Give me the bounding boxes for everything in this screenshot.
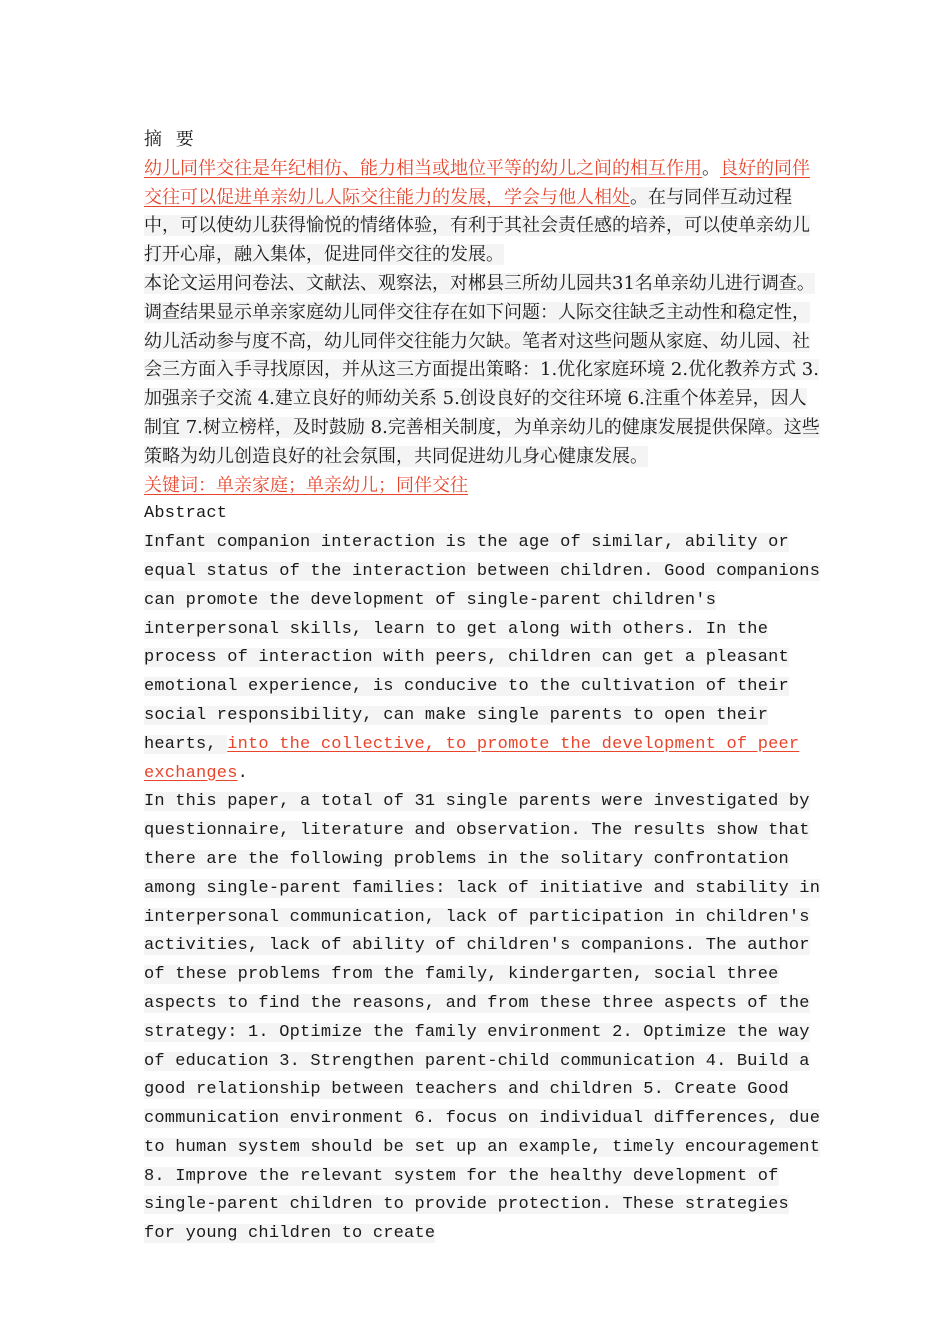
document-page <box>144 126 824 1249</box>
en-abstract-heading: Abstract <box>144 504 228 524</box>
cn-paragraph-1-rest: 。在与同伴互动过程中，可以使幼儿获得愉悦的情绪体验，有利于其社会责任感的培养，可以使单亲幼儿打开心扉，融入集体，促进同伴交往的发展。 <box>144 186 810 266</box>
en-abstract-paragraph-2 <box>144 788 824 1249</box>
cn-paragraph-2-text: 本论文运用问卷法、文献法、观察法，对郴县三所幼儿园共31名单亲幼儿进行调查。调查结果显示单亲家庭幼儿同伴交往存在如下问题：人际交往缺乏主动性和稳定性，幼儿活动参与度不高，幼儿同伴交往能力欠缺。笔者对这些问题从家庭、幼儿园、社会三方面入手寻找原因，并从这三方面提出策略：1.优化家庭环境 2.优化教养方式 3.加强亲子交流 4.建立良好的师幼关系 5.创设良好的交往环境 6.注重个体差异，因人制宜 7.树立榜样，及时鼓励 8.完善相关制度，为单亲幼儿的健康发展提供保障。这些策略为幼儿创造良好的社会氛围，共同促进幼儿身心健康发展。 <box>144 272 820 467</box>
cn-keywords-text: 关键词：单亲家庭；单亲幼儿；同伴交往 <box>144 474 468 496</box>
cn-abstract-paragraph-1 <box>144 155 824 270</box>
cn-separator: 。 <box>702 157 720 179</box>
cn-highlight-benefit: 良好的同伴交往可以促进单亲幼儿人际交往能力的发展，学会与他人相处 <box>144 157 810 208</box>
en-paragraph-1-end: . <box>237 763 249 783</box>
en-paragraph-1-text: Infant companion interaction is the age of similar, ability or equal status of the interaction between children. Good companions can promote the development of single-parent children's interpersonal skills, learn to get along with others. In the process of interaction with peers, children can get a pleasant emotional experience, is conducive to the cultivation of their social responsibility, can make single parents to open their hearts, <box>144 533 821 754</box>
en-abstract-paragraph-1 <box>144 529 824 788</box>
en-highlight-collective: into the collective, to promote the development of peer exchanges <box>144 734 800 783</box>
en-paragraph-2-text: In this paper, a total of 31 single parents were investigated by questionnaire, literature and observation. The results show that there are the following problems in the solitary confrontation among single-parent families: lack of initiative and stability in interpersonal communication, lack of participation in children's activities, lack of ability of children's companions. The author of these problems from the family, kindergarten, social three aspects to find the reasons, and from these three aspects of the strategy: 1. Optimize the family environment 2. Optimize the way of education 3. Strengthen parent-child communication 4. Build a good relationship between teachers and children 5. Create Good communication environment 6. focus on individual differences, due to human system should be set up an example, timely encouragement 8. Improve the relevant system for the healthy development of single-parent children to provide protection. These strategies for young children to create <box>144 792 821 1244</box>
cn-abstract-heading: 摘 要 <box>144 129 198 150</box>
cn-abstract-paragraph-2 <box>144 270 824 472</box>
cn-highlight-definition: 幼儿同伴交往是年纪相仿、能力相当或地位平等的幼儿之间的相互作用 <box>144 157 702 179</box>
cn-keywords <box>144 472 824 501</box>
